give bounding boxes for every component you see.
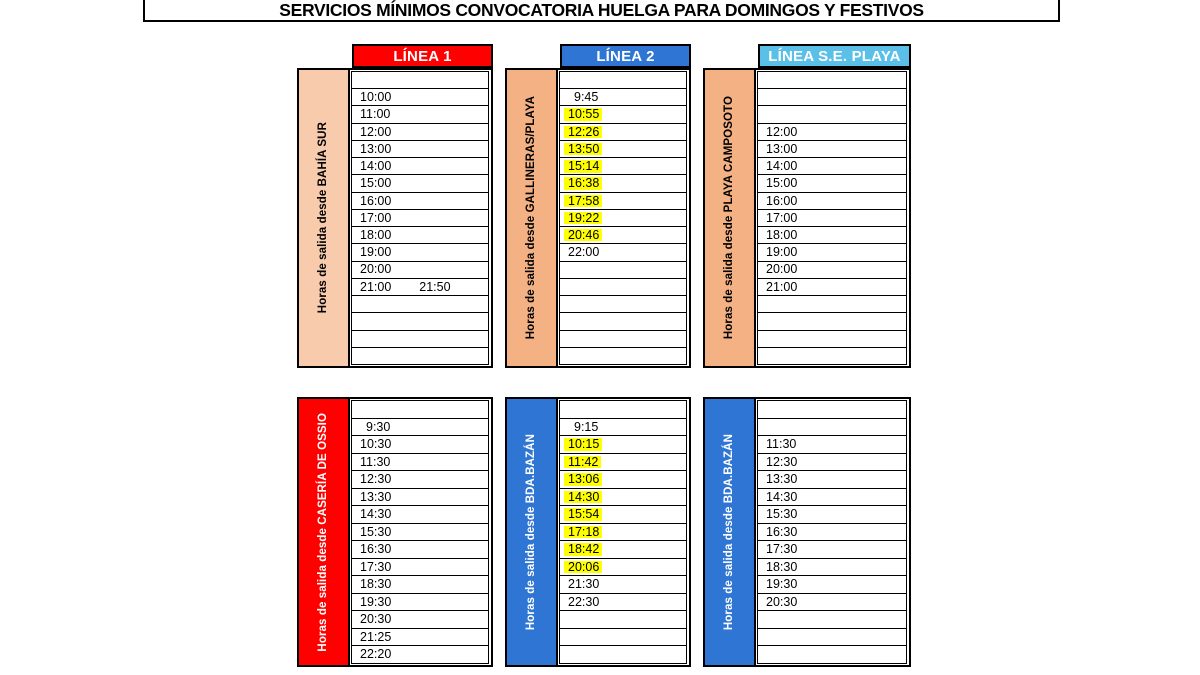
departure-time: 12:00: [766, 124, 798, 139]
table-row: [757, 157, 907, 174]
table-row: [559, 105, 687, 122]
departure-rows: [558, 399, 689, 665]
table-row: [559, 558, 687, 576]
timetable-block-linea-2-bda-bazan: [505, 397, 691, 667]
table-row: [351, 470, 489, 488]
departure-time: 19:00: [766, 245, 798, 260]
departure-time: 16:00: [766, 193, 798, 208]
table-row: [757, 575, 907, 593]
table-row: [757, 243, 907, 260]
table-row: [757, 140, 907, 157]
departure-time: 13:50: [564, 143, 602, 156]
departure-time: 18:30: [766, 559, 798, 574]
table-row: [351, 140, 489, 157]
timetable-block-linea-se-playa-bda-bazan: [703, 397, 911, 667]
table-row: [559, 243, 687, 260]
table-row: [757, 261, 907, 278]
origin-label-linea-2-gallineras-playa: [507, 70, 558, 366]
table-row: [351, 523, 489, 541]
departure-time: 17:18: [564, 526, 602, 539]
table-row: [559, 295, 687, 312]
departure-time: 17:58: [564, 195, 602, 208]
table-row: [559, 505, 687, 523]
timetable-block-linea-2-gallineras-playa: [505, 44, 691, 368]
table-row: [351, 488, 489, 506]
table-row: [351, 209, 489, 226]
departure-time: 18:42: [564, 543, 602, 556]
departure-time: 11:30: [360, 454, 391, 469]
departure-time: 12:26: [564, 126, 602, 139]
table-row: [559, 610, 687, 628]
table-row: [757, 470, 907, 488]
origin-label-text: Horas de salida desde BDA.BAZÁN: [722, 433, 735, 631]
departure-time: 14:30: [766, 489, 798, 504]
table-row: [559, 157, 687, 174]
table-row: [351, 558, 489, 576]
table-row: [351, 435, 489, 453]
timetable-body-linea-1-bahia-sur: [297, 68, 493, 368]
departure-time: 11:42: [564, 456, 601, 469]
table-row: [757, 174, 907, 191]
table-row: [351, 192, 489, 209]
departure-time: 10:55: [564, 108, 602, 121]
table-row: [559, 192, 687, 209]
departure-time: 18:00: [766, 227, 798, 242]
departure-rows: [350, 70, 491, 366]
table-row: [757, 330, 907, 347]
table-row: [559, 347, 687, 365]
origin-label-text: Horas de salida desde GALLINERAS/PLAYA: [524, 96, 537, 340]
table-row: [351, 540, 489, 558]
departure-time: 15:00: [360, 176, 392, 191]
table-row: [559, 418, 687, 436]
departure-time-secondary: 21:50: [419, 279, 451, 294]
departure-time: 19:22: [564, 212, 602, 225]
timetable-block-linea-se-playa-camposoto: [703, 44, 911, 368]
departure-rows: [756, 399, 909, 665]
timetable-body-linea-se-playa-bda-bazan: [703, 397, 911, 667]
departure-time: 10:00: [360, 90, 392, 105]
departure-time: 16:30: [360, 542, 392, 557]
origin-label-text: Horas de salida desde PLAYA CAMPOSOTO: [722, 96, 735, 340]
timetable-body-linea-1-caseria-de-ossio: [297, 397, 493, 667]
table-row: [351, 105, 489, 122]
timetable-body-linea-se-playa-camposoto: [703, 68, 911, 368]
departure-time: 21:25: [360, 629, 392, 644]
origin-label-linea-1-bahia-sur: [299, 70, 350, 366]
table-row: [351, 278, 489, 295]
table-row: [559, 540, 687, 558]
origin-label-linea-2-bda-bazan: [507, 399, 558, 665]
table-row: [559, 628, 687, 646]
departure-time: 14:30: [564, 491, 602, 504]
origin-label-linea-se-playa-camposoto: [705, 70, 756, 366]
table-row: [757, 645, 907, 664]
table-row: [757, 123, 907, 140]
line-header-linea-1-bahia-sur: LÍNEA 1: [352, 44, 493, 68]
table-row: [351, 88, 489, 105]
departure-time: 22:20: [360, 647, 392, 662]
departure-time: 11:30: [766, 437, 797, 452]
table-row: [559, 261, 687, 278]
table-row: [559, 453, 687, 471]
table-row: [351, 295, 489, 312]
table-row: [757, 418, 907, 436]
departure-time: 15:30: [766, 507, 798, 522]
timetable-body-linea-2-bda-bazan: [505, 397, 691, 667]
table-row: [757, 226, 907, 243]
departure-time: 14:00: [766, 159, 798, 174]
table-row: [757, 610, 907, 628]
departure-time: 17:00: [360, 210, 392, 225]
table-row: [559, 470, 687, 488]
departure-time: 12:30: [766, 454, 798, 469]
table-row: [559, 209, 687, 226]
departure-time: 19:30: [360, 594, 392, 609]
table-row: [351, 575, 489, 593]
departure-time: 22:00: [568, 245, 600, 260]
table-row: [351, 123, 489, 140]
table-row: [757, 209, 907, 226]
table-row: [757, 453, 907, 471]
table-row: [559, 88, 687, 105]
table-row: [757, 523, 907, 541]
table-row: [351, 174, 489, 191]
table-row: [559, 226, 687, 243]
table-row: [351, 347, 489, 365]
table-row: [559, 140, 687, 157]
departure-time: 13:00: [360, 141, 392, 156]
table-row: [559, 593, 687, 611]
table-row: [757, 435, 907, 453]
table-row: [351, 400, 489, 418]
timetable-block-linea-1-caseria-de-ossio: [297, 397, 493, 667]
table-row: [559, 330, 687, 347]
timetable-block-linea-1-bahia-sur: [297, 44, 493, 368]
table-row: [757, 192, 907, 209]
table-row: [351, 453, 489, 471]
table-row: [757, 488, 907, 506]
departure-time: 9:45: [574, 90, 599, 105]
departure-time: 16:00: [360, 193, 392, 208]
departure-time: 21:00: [360, 279, 392, 294]
table-row: [757, 540, 907, 558]
table-row: [757, 105, 907, 122]
departure-time: 20:00: [360, 262, 392, 277]
table-row: [351, 71, 489, 88]
table-row: [351, 645, 489, 664]
departure-time: 9:30: [366, 419, 391, 434]
departure-rows: [350, 399, 491, 665]
departure-time: 12:30: [360, 472, 392, 487]
departure-time: 13:06: [564, 473, 602, 486]
table-row: [757, 278, 907, 295]
departure-time: 16:38: [564, 177, 602, 190]
departure-time: 15:00: [766, 176, 798, 191]
table-row: [559, 488, 687, 506]
departure-time: 20:30: [766, 594, 798, 609]
origin-label-linea-1-caseria-de-ossio: [299, 399, 350, 665]
departure-time: 10:15: [564, 438, 602, 451]
table-row: [559, 123, 687, 140]
departure-time: 17:30: [766, 542, 798, 557]
table-row: [559, 575, 687, 593]
departure-time: 21:30: [568, 577, 600, 592]
table-row: [559, 435, 687, 453]
origin-label-text: Horas de salida desde CASERÍA DE OSSIO: [316, 412, 329, 652]
departure-time: 20:00: [766, 262, 798, 277]
departure-time: 19:00: [360, 245, 392, 260]
table-row: [559, 174, 687, 191]
departure-time: 15:30: [360, 524, 392, 539]
table-row: [757, 71, 907, 88]
page-title-box: [143, 0, 1060, 22]
departure-time: 22:30: [568, 594, 600, 609]
departure-time: 18:30: [360, 577, 392, 592]
departure-time: 12:00: [360, 124, 392, 139]
table-row: [757, 88, 907, 105]
table-row: [559, 278, 687, 295]
departure-time: 15:14: [564, 160, 602, 173]
table-row: [351, 226, 489, 243]
table-row: [351, 505, 489, 523]
page-title: SERVICIOS MÍNIMOS CONVOCATORIA HUELGA PARA DOMINGOS Y FESTIVOS: [279, 0, 924, 20]
departure-time: 20:30: [360, 612, 392, 627]
table-row: [559, 523, 687, 541]
departure-time: 13:30: [766, 472, 798, 487]
departure-time: 19:30: [766, 577, 798, 592]
departure-time: 16:30: [766, 524, 798, 539]
departure-time: 11:00: [360, 107, 391, 122]
departure-time: 9:15: [574, 419, 599, 434]
departure-time: 21:00: [766, 279, 798, 294]
departure-time: 14:00: [360, 159, 392, 174]
table-row: [351, 157, 489, 174]
departure-time: 15:54: [564, 508, 602, 521]
departure-time: 20:06: [564, 561, 602, 574]
table-row: [757, 295, 907, 312]
table-row: [559, 312, 687, 329]
line-header-linea-2-gallineras-playa: LÍNEA 2: [560, 44, 691, 68]
table-row: [351, 330, 489, 347]
departure-time: 14:30: [360, 507, 392, 522]
departure-time: 10:30: [360, 437, 392, 452]
table-row: [351, 243, 489, 260]
table-row: [757, 400, 907, 418]
table-row: [351, 628, 489, 646]
departure-time: 13:00: [766, 141, 798, 156]
line-header-linea-se-playa-camposoto: LÍNEA S.E. PLAYA: [758, 44, 911, 68]
timetable-body-linea-2-gallineras-playa: [505, 68, 691, 368]
departure-rows: [756, 70, 909, 366]
table-row: [559, 645, 687, 664]
table-row: [351, 593, 489, 611]
departure-time: 17:00: [766, 210, 798, 225]
table-row: [757, 628, 907, 646]
departure-time: 18:00: [360, 227, 392, 242]
table-row: [757, 593, 907, 611]
origin-label-text: Horas de salida desde BDA.BAZÁN: [524, 433, 537, 631]
origin-label-text: Horas de salida desde BAHÍA SUR: [316, 122, 329, 314]
table-row: [559, 71, 687, 88]
table-row: [351, 312, 489, 329]
departure-time: 17:30: [360, 559, 392, 574]
table-row: [559, 400, 687, 418]
departure-rows: [558, 70, 689, 366]
table-row: [351, 610, 489, 628]
departure-time: 20:46: [564, 229, 602, 242]
table-row: [757, 312, 907, 329]
origin-label-linea-se-playa-bda-bazan: [705, 399, 756, 665]
table-row: [757, 347, 907, 365]
table-row: [351, 261, 489, 278]
table-row: [351, 418, 489, 436]
table-row: [757, 558, 907, 576]
departure-time: 13:30: [360, 489, 392, 504]
table-row: [757, 505, 907, 523]
